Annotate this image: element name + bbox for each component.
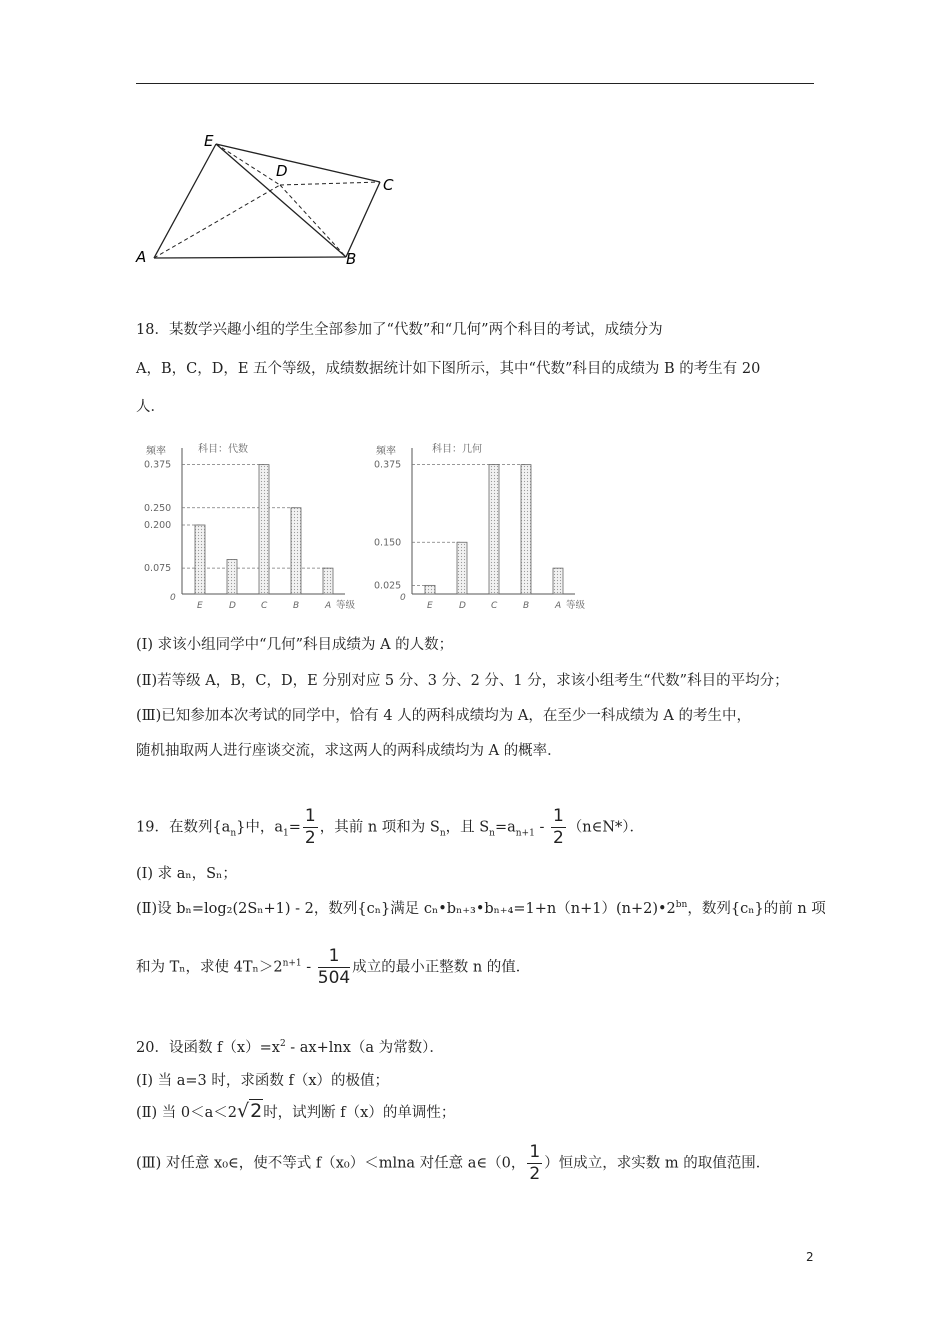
y-axis-label: 频率	[146, 446, 166, 457]
q18-line2: A，B，C，D，E 五个等级，成绩数据统计如下图所示，其中“代数”科目的成绩为 B 的考生有 20	[136, 361, 761, 377]
x-tick-label: D	[459, 601, 466, 611]
bar	[489, 465, 499, 594]
chart-title: 科目：代数	[198, 444, 248, 455]
y-tick-label: 0.375	[144, 459, 172, 471]
edge-EC	[216, 144, 380, 182]
bar	[227, 560, 237, 595]
header-rule	[136, 83, 814, 84]
origin-label: 0	[170, 593, 176, 603]
geometry-figure	[130, 128, 400, 268]
x-tick-label: C	[261, 601, 268, 611]
x-tick-label: C	[491, 601, 498, 611]
fraction-one-half-3: $\frac{1}{2}$	[529, 1142, 541, 1184]
q19-stem: 19．在数列$\{a_n\}$中，$a_1=$ $\frac{1}{2}$ ，其前 n 项和为 $S_n$，且 $S_n=a_{n+1}$ - $\frac{1}{2}$ （n∈N*）．	[136, 806, 645, 848]
q20-part1: (Ⅰ) 当 a=3 时，求函数 f（x）的极值；	[136, 1073, 390, 1089]
chart-title: 科目：几何	[432, 444, 482, 455]
bar	[195, 525, 205, 594]
fraction-1-504: $\frac{1}{504}$	[317, 946, 351, 988]
y-tick-label: 0.025	[374, 580, 402, 592]
algebra-chart	[140, 438, 365, 618]
q19-part2b: 和为 Tₙ，求使 $4T_n>2^{n+1}$ - $\frac{1}{504}$ 成立的最小正整数 n 的值．	[136, 946, 531, 988]
sqrt-symbol: √2	[236, 1100, 263, 1122]
edge-AD	[154, 185, 280, 258]
q19-part1: (Ⅰ) 求 aₙ，Sₙ；	[136, 866, 237, 882]
bar	[323, 568, 333, 594]
q20-part2: (Ⅱ) 当 0＜a＜2√2时，试判断 f（x）的单调性；	[136, 1100, 456, 1122]
q20-part3: (Ⅲ) 对任意 x₀∈，使不等式 f（x₀）＜mlna 对任意 a∈（0， $\frac{1}{2}$ ）恒成立，求实数 m 的取值范围．	[136, 1142, 771, 1184]
bar	[457, 542, 467, 594]
q18-line3: 人．	[136, 399, 165, 415]
q18-part2: (Ⅱ)若等级 A，B，C，D，E 分别对应 5 分、3 分、2 分、1 分，求该小组考生“代数”科目的平均分；	[136, 673, 789, 689]
label-E: E	[204, 132, 214, 150]
edge-CB	[346, 182, 380, 257]
y-tick-label: 0.375	[374, 459, 402, 471]
edge-AB	[154, 257, 346, 258]
label-C: C	[383, 176, 394, 194]
fraction-one-half: $\frac{1}{2}$	[304, 806, 316, 848]
label-B: B	[346, 250, 357, 268]
x-tick-label: E	[427, 601, 433, 611]
label-A: A	[136, 248, 147, 266]
bar	[259, 465, 269, 594]
bar	[521, 465, 531, 594]
edge-EB	[216, 144, 346, 257]
q18-line1: 18．某数学兴趣小组的学生全部参加了“代数”和“几何”两个科目的考试，成绩分为	[136, 322, 663, 338]
edge-EA	[154, 144, 216, 258]
x-axis-label: 等级	[336, 600, 356, 611]
fraction-one-half-2: $\frac{1}{2}$	[552, 806, 564, 848]
x-tick-label: D	[229, 601, 236, 611]
y-tick-label: 0.150	[374, 537, 402, 549]
edge-ED	[216, 144, 280, 185]
page-number: 2	[806, 1250, 814, 1264]
q18-part3b: 随机抽取两人进行座谈交流，求这两人的两科成绩均为 A 的概率．	[136, 743, 562, 759]
x-tick-label: B	[523, 601, 530, 611]
bar	[291, 508, 301, 594]
x-tick-label: A	[325, 601, 332, 611]
y-tick-label: 0.075	[144, 563, 172, 575]
q19-part2: (Ⅱ)设 bₙ=log₂(2Sₙ+1) - 2，数列{cₙ}满足 $c_n•b_{n+3}•b_{n+4}=1+n(n+1)(n+2)•2^{bn}$，数列{cₙ}的前 n 项	[136, 900, 826, 917]
q18-part3a: (Ⅲ)已知参加本次考试的同学中，恰有 4 人的两科成绩均为 A，在至少一科成绩为 A 的考生中，	[136, 708, 752, 724]
x-axis-label: 等级	[566, 600, 586, 611]
bar	[425, 585, 435, 594]
q18-part1: (Ⅰ) 求该小组同学中“几何”科目成绩为 A 的人数；	[136, 637, 454, 653]
geometry-chart	[370, 438, 595, 618]
origin-label: 0	[400, 593, 406, 603]
edge-DC	[280, 182, 380, 185]
y-tick-label: 0.250	[144, 502, 172, 514]
bar	[553, 568, 563, 594]
y-tick-label: 0.200	[144, 520, 172, 531]
label-D: D	[276, 162, 288, 180]
x-tick-label: A	[555, 601, 562, 611]
x-tick-label: E	[197, 601, 203, 611]
q20-stem: 20．设函数 $f(x)=x^2 - ax+\ln x(a$ 为常数）．	[136, 1039, 444, 1056]
x-tick-label: B	[293, 601, 300, 611]
y-axis-label: 频率	[376, 446, 396, 457]
edge-DB	[280, 185, 346, 257]
